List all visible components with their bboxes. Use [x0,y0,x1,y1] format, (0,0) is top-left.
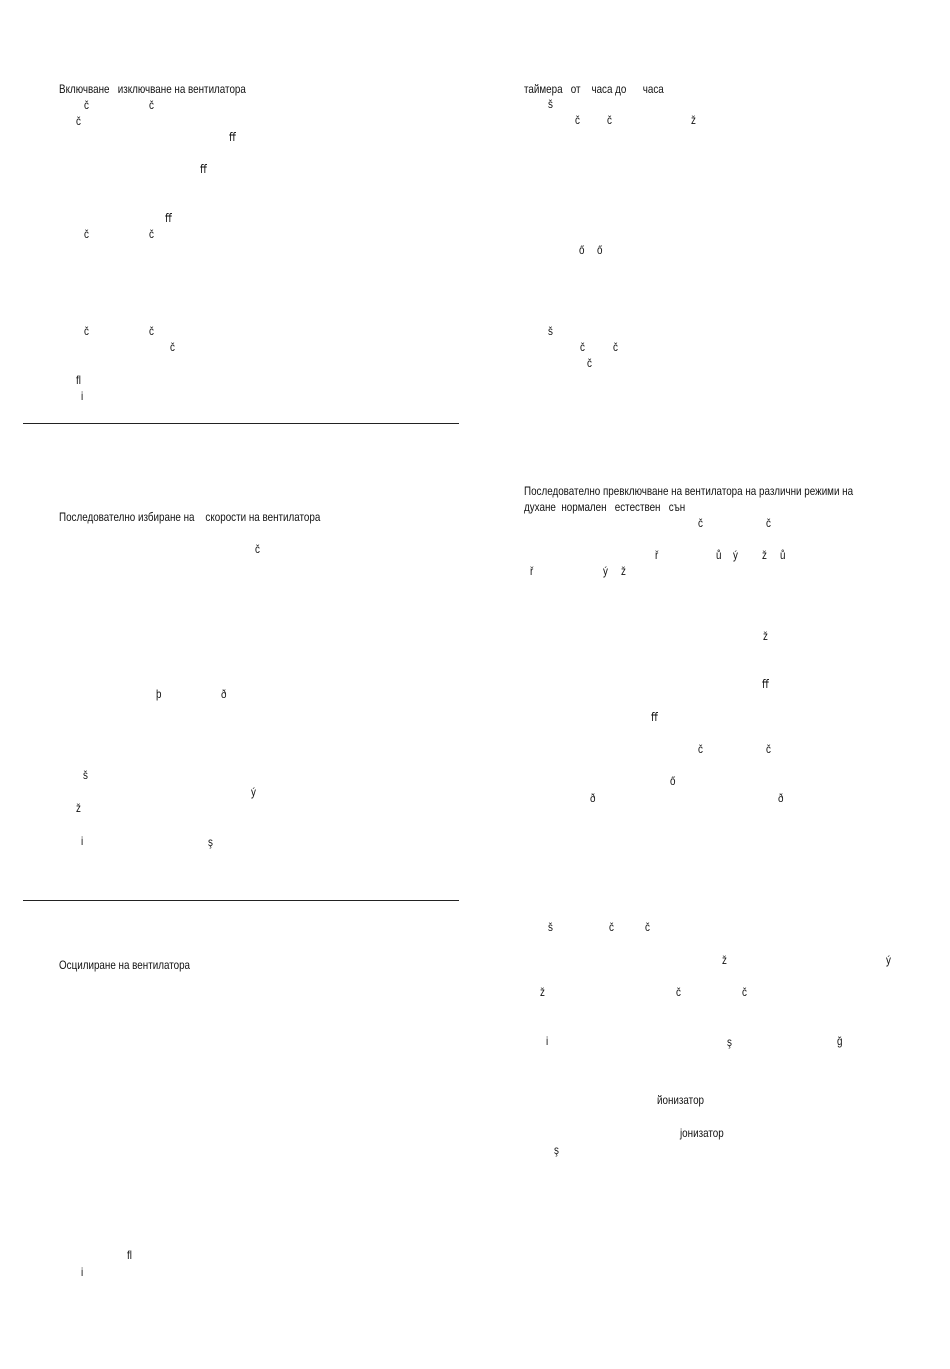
glyph-fragment: ý [603,564,608,578]
glyph-fragment: č [149,227,154,241]
glyph-fragment: č [698,742,703,756]
glyph-fragment: č [580,340,585,354]
glyph-fragment: i [546,1034,549,1048]
glyph-fragment: ő [597,243,603,257]
glyph-fragment: č [766,742,771,756]
glyph-fragment: š [548,324,553,338]
glyph-fragment: i [81,1265,84,1279]
section-heading-speeds: Последователно избиране на скорости на вентилатора [59,510,321,524]
glyph-fragment: ő [670,774,676,788]
glyph-fragment: ž [540,985,545,999]
glyph-fragment: ﬂ [76,373,81,387]
glyph-fragment: ž [722,953,727,967]
glyph-fragment: ž [76,801,81,815]
glyph-fragment: ş [554,1143,559,1157]
glyph-fragment: i [81,834,84,848]
glyph-fragment: č [645,920,650,934]
glyph-fragment: č [76,114,81,128]
glyph-fragment: č [575,113,580,127]
glyph-fragment: š [548,920,553,934]
glyph-fragment: č [587,356,592,370]
glyph-fragment: þ [156,687,162,701]
glyph-fragment: ð [778,791,784,805]
glyph-fragment: ð [590,791,596,805]
glyph-fragment: š [83,768,88,782]
section-heading-oscillation: Осцилиране на вентилатора [59,958,191,972]
glyph-fragment: ž [621,564,626,578]
glyph-fragment: ﬀ [762,677,769,691]
glyph-fragment: č [149,324,154,338]
glyph-fragment: i [81,389,84,403]
glyph-fragment: ő [579,243,585,257]
glyph-fragment: ğ [837,1034,843,1048]
section-heading-modes-line2: духане нормален естествен сън [524,500,686,514]
glyph-fragment: ž [691,113,696,127]
glyph-fragment: č [607,113,612,127]
glyph-fragment: ﬀ [229,130,236,144]
ionizer-label: йонизатор [657,1093,705,1107]
glyph-fragment: ﬀ [651,710,658,724]
glyph-fragment: ý [886,953,891,967]
glyph-fragment: č [255,542,260,556]
glyph-fragment: č [766,516,771,530]
glyph-fragment: ş [208,835,213,849]
glyph-fragment: ř [655,548,659,562]
ionizer-label-alt: jонизатор [680,1126,724,1140]
section-heading-power: Включване изключване на вентилатора [59,82,246,96]
glyph-fragment: ﬀ [200,162,207,176]
glyph-fragment: ů [716,548,722,562]
glyph-fragment: č [84,98,89,112]
glyph-fragment: ř [530,564,534,578]
glyph-fragment: ý [733,548,738,562]
glyph-fragment: ž [762,548,767,562]
glyph-fragment: č [84,227,89,241]
section-divider [23,900,459,901]
section-divider [23,423,459,424]
glyph-fragment: č [149,98,154,112]
glyph-fragment: č [170,340,175,354]
glyph-fragment: š [548,97,553,111]
glyph-fragment: ð [221,687,227,701]
glyph-fragment: č [613,340,618,354]
glyph-fragment: č [84,324,89,338]
glyph-fragment: ž [763,629,768,643]
section-heading-modes: Последователно превключване на вентилатора на различни режими на [524,484,854,498]
glyph-fragment: ů [780,548,786,562]
glyph-fragment: ﬀ [165,211,172,225]
glyph-fragment: č [609,920,614,934]
section-heading-timer: таймера от часа до часа [524,82,664,96]
glyph-fragment: č [742,985,747,999]
glyph-fragment: ý [251,785,256,799]
glyph-fragment: ş [727,1035,732,1049]
glyph-fragment: č [698,516,703,530]
glyph-fragment: č [676,985,681,999]
glyph-fragment: ﬂ [127,1248,132,1262]
